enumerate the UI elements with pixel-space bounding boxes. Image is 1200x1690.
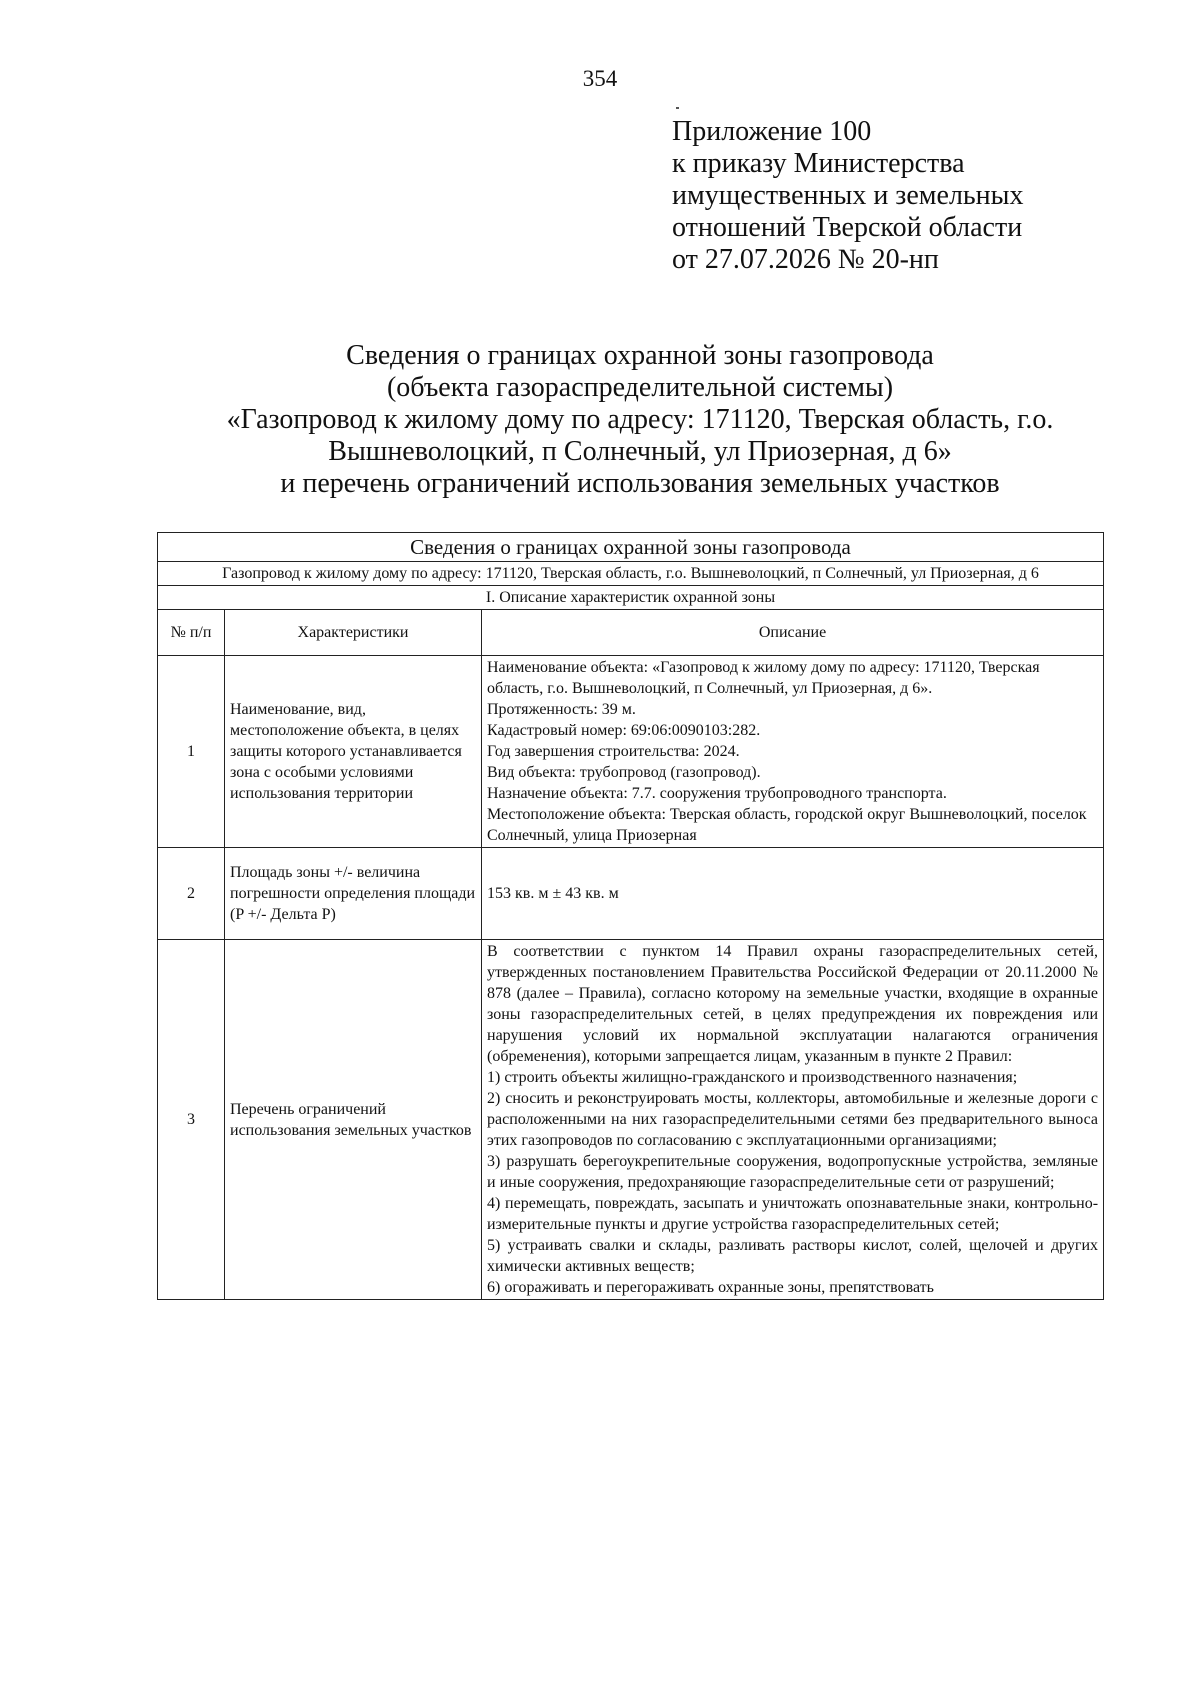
row-number: 3 [158, 940, 225, 1300]
description-line: Вид объекта: трубопровод (газопровод). [487, 764, 761, 781]
description-paragraph: В соответствии с пунктом 14 Правил охраны газораспределительных сетей, утвержденных постановлением Правительства Российской Федерации от 20.11.2000 № 878 (далее – Правила), согласно которому на земельные участки, входящие в охранные зоны газораспределительных сетей, в целях предупреждения их повреждения или нарушения условий их нормальной эксплуатации налагаются ограничения (обременения), которыми запрещается лицам, указанным в пункте 2 Правил: [487, 943, 1099, 1065]
row-description: 153 кв. м ± 43 кв. м [482, 848, 1104, 940]
section-title: I. Описание характеристик охранной зоны [158, 586, 1104, 610]
document-title [150, 340, 1130, 500]
table-header: Сведения о границах охранной зоны газопровода [158, 533, 1104, 562]
description-paragraph: 1) строить объекты жилищно-гражданского и производственного назначения; [487, 1069, 1018, 1086]
column-header-row [158, 610, 1104, 656]
description-line: Протяженность: 39 м. [487, 701, 636, 718]
appendix-line: отношений Тверской области [672, 212, 1023, 243]
appendix-block [672, 116, 1023, 276]
table-header-row [158, 533, 1104, 562]
row-characteristic: Перечень ограничений использования земельных участков [225, 940, 482, 1300]
page-number: 354 [582, 66, 618, 91]
column-header-description: Описание [482, 610, 1104, 656]
object-name-row [158, 562, 1104, 586]
description-paragraph: 5) устраивать свалки и склады, разливать растворы кислот, солей, щелочей и других химически активных веществ; [487, 1237, 1099, 1275]
description-line: Год завершения строительства: 2024. [487, 743, 740, 760]
description-line: Кадастровый номер: 69:06:0090103:282. [487, 722, 761, 739]
description-line: Назначение объекта: 7.7. сооружения трубопроводного транспорта. [487, 785, 947, 802]
appendix-line: Приложение 100 [672, 116, 872, 147]
scan-speck [676, 107, 679, 109]
title-line: Вышневолоцкий, п Солнечный, ул Приозерная, д 6» [328, 436, 952, 467]
row-description [482, 656, 1104, 848]
row-characteristic: Площадь зоны +/- величина погрешности определения площади (P +/- Дельта P) [225, 848, 482, 940]
description-paragraph: 3) разрушать берегоукрепительные сооружения, водопропускные устройства, земляные и иные сооружения, предохраняющие газораспределительные сети от разрушений; [487, 1153, 1099, 1191]
description-paragraph: 6) огораживать и перегораживать охранные зоны, препятствовать [487, 1279, 934, 1296]
appendix-line: к приказу Министерства [672, 148, 965, 179]
row-description [482, 940, 1104, 1300]
title-line: Сведения о границах охранной зоны газопровода [346, 340, 934, 371]
column-header-characteristic: Характеристики [225, 610, 482, 656]
table-row [158, 940, 1104, 1300]
table-row [158, 656, 1104, 848]
table-row [158, 848, 1104, 940]
description-paragraph: 4) перемещать, повреждать, засыпать и уничтожать опознавательные знаки, контрольно-измерительные пункты и другие устройства газораспределительных сетей; [487, 1195, 1099, 1233]
row-characteristic: Наименование, вид, местоположение объекта, в целях защиты которого устанавливается зона с особыми условиями использования территории [225, 656, 482, 848]
description-paragraph: 2) сносить и реконструировать мосты, коллекторы, автомобильные и железные дороги с расположенными на них газораспределительными сетями без предварительного выноса этих газопроводов по согласованию с эксплуатационными организациями; [487, 1090, 1099, 1149]
title-line: (объекта газораспределительной системы) [386, 372, 894, 403]
title-line: и перечень ограничений использования земельных участков [280, 468, 1000, 499]
object-name: Газопровод к жилому дому по адресу: 171120, Тверская область, г.о. Вышневолоцкий, п Солнечный, ул Приозерная, д 6 [158, 562, 1104, 586]
row-number: 2 [158, 848, 225, 940]
description-line: Местоположение объекта: Тверская область, городской округ Вышневолоцкий, поселок Солнечный, улица Приозерная [487, 806, 1087, 844]
protection-zone-table [157, 532, 1104, 1300]
appendix-line: имущественных и земельных [672, 180, 1024, 211]
description-line: Наименование объекта: «Газопровод к жилому дому по адресу: 171120, Тверская область, г.о. Вышневолоцкий, п Солнечный, ул Приозерная, д 6». [487, 659, 1040, 697]
row-number: 1 [158, 656, 225, 848]
column-header-num: № п/п [158, 610, 225, 656]
appendix-line: от 27.07.2026 № 20-нп [672, 244, 939, 275]
section-row [158, 586, 1104, 610]
title-line: «Газопровод к жилому дому по адресу: 171120, Тверская область, г.о. [226, 404, 1054, 435]
